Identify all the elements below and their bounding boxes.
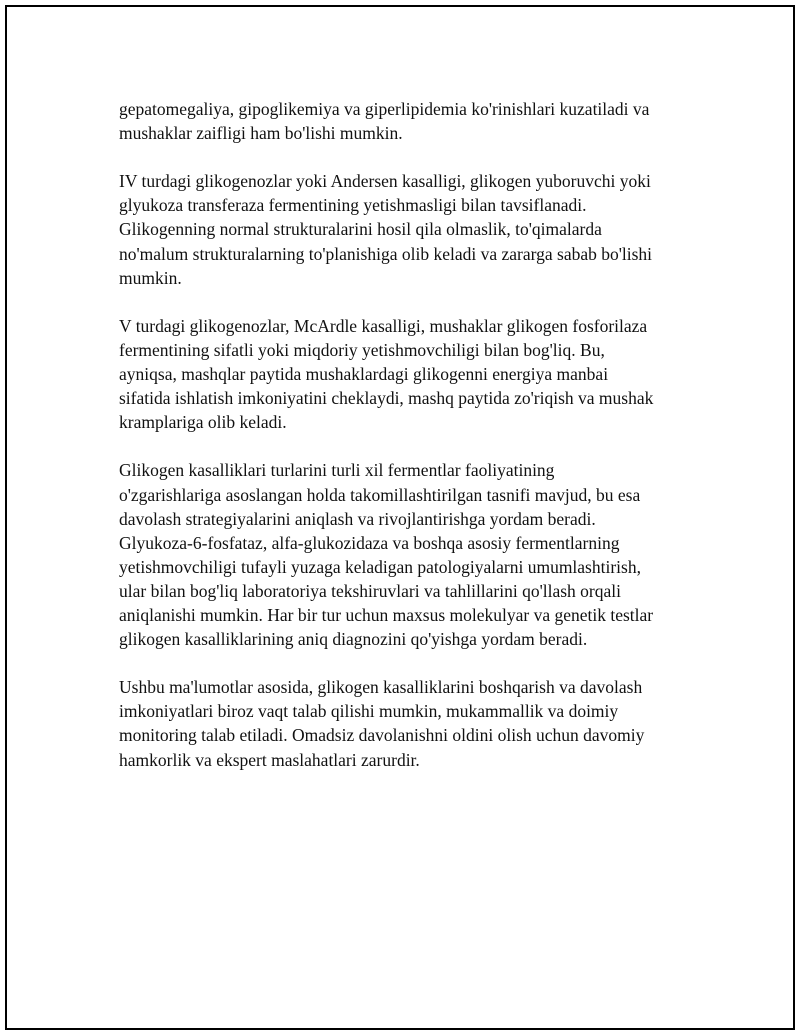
paragraph-type-iv-andersen: IV turdagi glikogenozlar yoki Andersen kasalligi, glikogen yuboruvchi yoki glyukoza transferaza fermentining yetishmasligi bilan tavsiflanadi. Glikogenning normal strukturalarini hosil qila olmaslik, to'qimalarda no'malum strukturalarning to'planishiga olib keladi va zararga sabab bo'lishi mumkin. <box>119 171 653 288</box>
paragraph-classification: Glikogen kasalliklari turlarini turli xil fermentlar faoliyatining o'zgarishlariga asoslangan holda takomillashtirilgan tasnifi mavjud, bu esa davolash strategiyalarini aniqlash va rivojlantirishga yordam beradi. Glyukoza-6-fosfataz, alfa-glukozidaza va boshqa asosiy fermentlarning yetishmovchiligi tufayli yuzaga keladigan patologiyalarni umumlashtirish, ular bilan bog'liq laboratoriya tekshiruvlari va tahlillarini qo'llash orqali aniqlanishi mumkin. Har bir tur uchun maxsus molekulyar va genetik testlar glikogen kasalliklarining aniq diagnozini qo'yishga yordam beradi. <box>119 460 654 650</box>
document-body <box>119 97 699 796</box>
paragraph-hepatomegaly-continuation: gepatomegaliya, gipoglikemiya va giperlipidemia ko'rinishlari kuzatiladi va mushaklar zaifligi ham bo'lishi mumkin. <box>119 99 650 144</box>
paragraph-management: Ushbu ma'lumotlar asosida, glikogen kasalliklarini boshqarish va davolash imkoniyatlari biroz vaqt talab qilishi mumkin, mukammallik va doimiy monitoring talab etiladi. Omadsiz davolanishni oldini olish uchun davomiy hamkorlik va ekspert maslahatlari zarurdir. <box>119 677 645 770</box>
paragraph-type-v-mcardle: V turdagi glikogenozlar, McArdle kasalligi, mushaklar glikogen fosforilaza fermentining sifatli yoki miqdoriy yetishmovchiligi bilan bog'liq. Bu, ayniqsa, mashqlar paytida mushaklardagi glikogenni energiya manbai sifatida ishlatish imkoniyatini cheklaydi, mashq paytida zo'riqish va mushak kramplariga olib keladi. <box>119 315 654 433</box>
page-frame <box>5 5 795 1030</box>
